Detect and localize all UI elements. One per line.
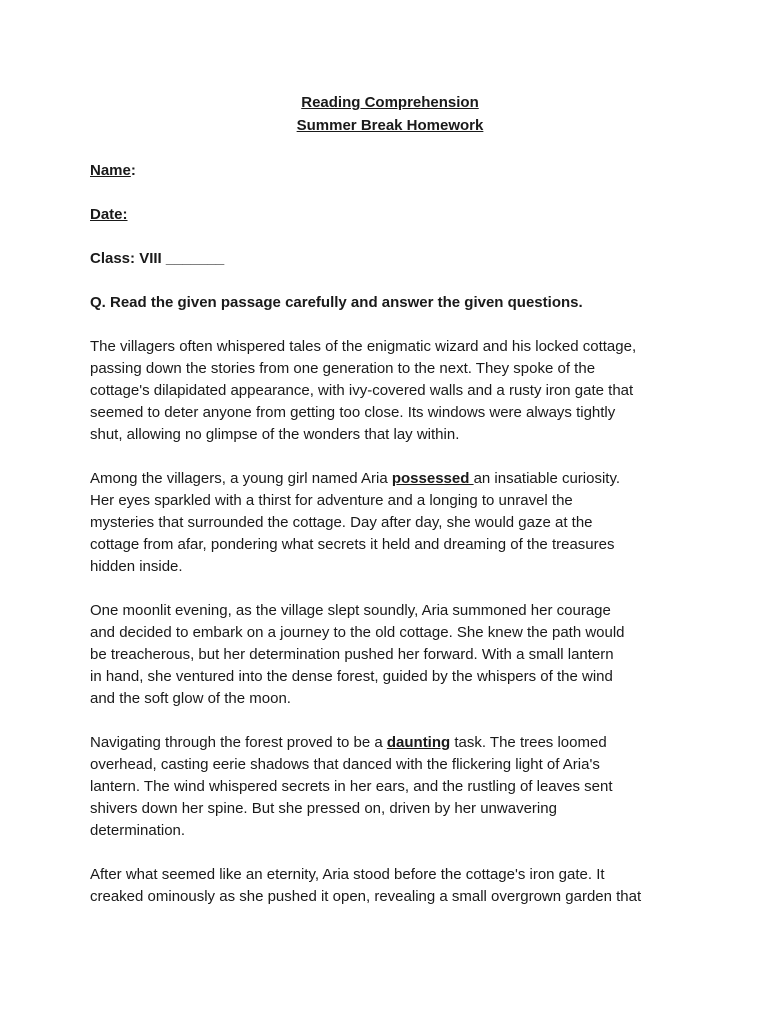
document-subtitle: Summer Break Homework <box>296 116 484 134</box>
vocab-word-daunting: daunting <box>386 734 451 751</box>
passage-line: overhead, casting eerie shadows that danced with the flickering light of Aria's <box>90 756 600 773</box>
passage-paragraph-2 <box>90 468 690 578</box>
passage-text: Navigating through the forest proved to be a <box>90 734 387 751</box>
passage-text: an insatiable curiosity. <box>473 470 621 487</box>
passage-line: hidden inside. <box>90 558 183 575</box>
passage-text: task. The trees loomed <box>450 734 607 751</box>
name-label: Name <box>90 162 131 179</box>
document-title: Reading Comprehension <box>301 94 479 111</box>
class-field: Class: VIII _______ <box>90 250 225 267</box>
passage-line: shut, allowing no glimpse of the wonders that lay within. <box>90 426 460 443</box>
passage-line: Her eyes sparkled with a thirst for adventure and a longing to unravel the <box>90 492 573 509</box>
date-label: Date: <box>90 206 128 223</box>
passage-line: shivers down her spine. But she pressed on, driven by her unwavering <box>90 800 557 817</box>
passage-line: After what seemed like an eternity, Aria stood before the cottage's iron gate. It <box>90 866 605 883</box>
passage-text: Among the villagers, a young girl named Aria <box>90 470 392 487</box>
title-block <box>90 92 690 137</box>
name-colon: : <box>130 162 136 179</box>
passage-line: and the soft glow of the moon. <box>90 690 291 707</box>
passage-line: creaked ominously as she pushed it open, revealing a small overgrown garden that <box>90 888 642 905</box>
passage-line: cottage's dilapidated appearance, with ivy-covered walls and a rusty iron gate that <box>90 382 634 399</box>
date-field <box>90 204 690 226</box>
passage-line: mysteries that surrounded the cottage. Day after day, she would gaze at the <box>90 514 593 531</box>
question-instruction: Q. Read the given passage carefully and answer the given questions. <box>90 294 583 311</box>
name-field <box>90 160 690 182</box>
passage-line: in hand, she ventured into the dense forest, guided by the whispers of the wind <box>90 668 613 685</box>
passage-line <box>90 732 690 754</box>
passage-line <box>90 468 690 490</box>
vocab-word-possessed: possessed <box>391 470 474 487</box>
passage-line: be treacherous, but her determination pushed her forward. With a small lantern <box>90 646 614 663</box>
passage-line: One moonlit evening, as the village slept soundly, Aria summoned her courage <box>90 602 611 619</box>
passage-line: The villagers often whispered tales of the enigmatic wizard and his locked cottage, <box>90 338 637 355</box>
passage-paragraph-5 <box>90 864 690 908</box>
passage-line: seemed to deter anyone from getting too close. Its windows were always tightly <box>90 404 616 421</box>
passage-line: lantern. The wind whispered secrets in her ears, and the rustling of leaves sent <box>90 778 613 795</box>
passage-paragraph-3 <box>90 600 690 710</box>
passage-paragraph-4 <box>90 732 690 842</box>
passage-paragraph-1 <box>90 336 690 446</box>
passage-line: cottage from afar, pondering what secrets it held and dreaming of the treasures <box>90 536 615 553</box>
passage-line: determination. <box>90 822 186 839</box>
passage-line: passing down the stories from one generation to the next. They spoke of the <box>90 360 596 377</box>
passage-line: and decided to embark on a journey to the old cottage. She knew the path would <box>90 624 625 641</box>
document-content <box>90 92 690 908</box>
